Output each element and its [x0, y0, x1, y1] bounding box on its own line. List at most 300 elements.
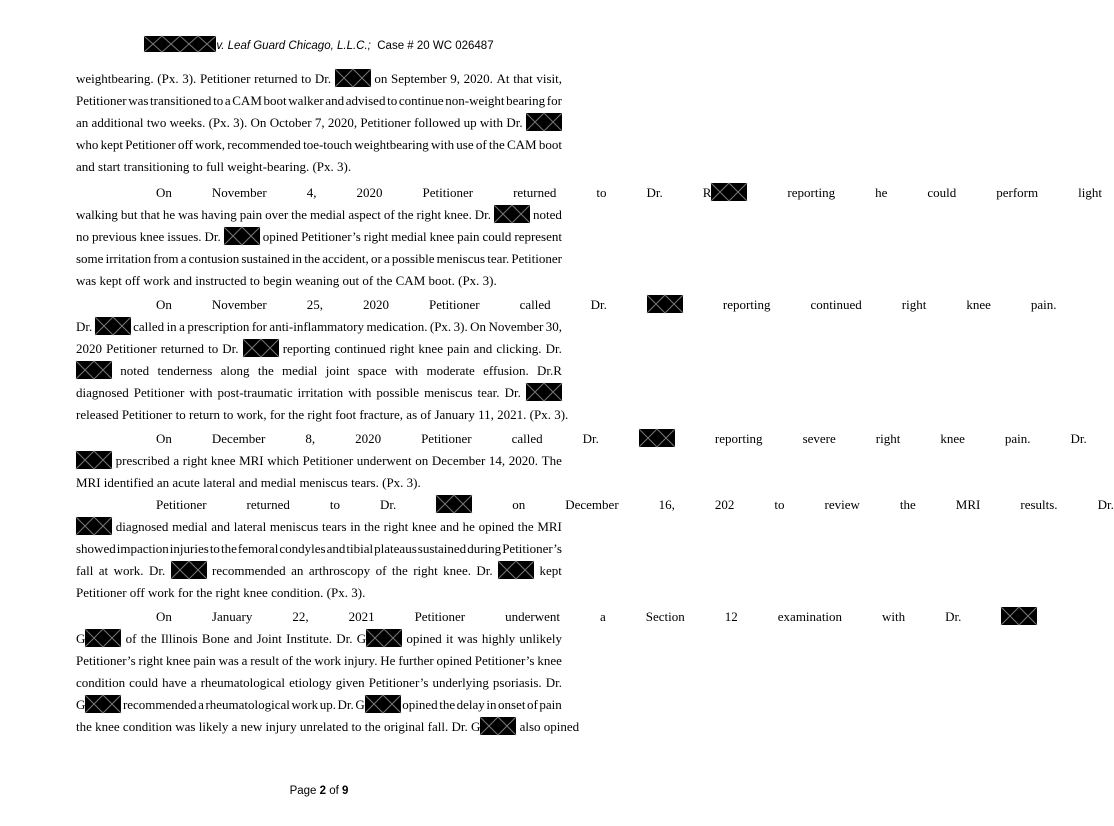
text-word: reporting: [714, 431, 763, 446]
text-word: returned: [513, 185, 557, 200]
text-word: examination: [777, 609, 843, 624]
text-word: no: [76, 229, 89, 244]
text-word: of: [282, 653, 293, 668]
text-word: followed: [414, 115, 461, 130]
text-word: to: [329, 497, 340, 512]
text-word: opined: [402, 697, 438, 712]
redaction-box: [711, 183, 747, 201]
text-word: possible: [376, 385, 420, 400]
text-word: in: [291, 251, 303, 266]
text-word: contusion: [188, 251, 240, 266]
text-word: having: [201, 207, 237, 222]
text-word: medial: [282, 363, 318, 378]
text-word: a: [600, 609, 606, 624]
text-word: aspect: [348, 207, 381, 222]
text-word: perform: [996, 185, 1039, 200]
text-word: Petitioner: [156, 497, 207, 512]
text-line: [76, 538, 562, 560]
text-word: Petitioner: [125, 137, 176, 152]
text-word: [76, 360, 112, 382]
text-word: At: [496, 71, 510, 86]
text-word: knee.: [443, 563, 471, 578]
text-word: opined: [406, 631, 442, 646]
text-word: recommended: [227, 137, 301, 152]
text-word: Dr.: [336, 631, 353, 646]
text-run: Petitioner off work for the right knee condition. (Px. 3).: [76, 585, 366, 600]
text-word: On: [250, 115, 267, 130]
redaction-box: [526, 383, 562, 401]
text-word: that: [140, 207, 160, 222]
text-word: opined: [478, 519, 515, 534]
text-word: the: [517, 519, 534, 534]
text-word: light: [1078, 185, 1102, 200]
text-word: sustained: [417, 541, 467, 556]
text-word: G: [76, 694, 121, 716]
text-word: was: [178, 207, 199, 222]
text-word: delay: [456, 697, 485, 712]
text-word: 2020.: [508, 453, 539, 468]
text-word: Dr.: [148, 563, 166, 578]
redaction-box: [76, 517, 112, 535]
text-word: irritation: [297, 385, 344, 400]
text-word: he: [875, 185, 888, 200]
text-word: of: [125, 631, 137, 646]
redaction-box: [1001, 607, 1037, 625]
text-word: tear.: [487, 251, 510, 266]
text-word: noted: [120, 363, 150, 378]
text-word: 3).: [453, 319, 468, 334]
text-word: 2020: [76, 341, 102, 356]
text-word: moderate: [426, 363, 475, 378]
page-total: 9: [342, 785, 349, 797]
text-word: he: [462, 519, 475, 534]
text-word: Dr.: [379, 497, 397, 512]
text-word: Petitioner: [422, 185, 474, 200]
text-word: knee: [940, 431, 965, 446]
text-word: reporting: [787, 185, 836, 200]
text-line: [76, 404, 569, 426]
text-word: reporting: [282, 341, 331, 356]
text-word: with: [348, 385, 372, 400]
redaction-box: [144, 36, 216, 52]
text-word: called: [133, 319, 165, 334]
text-line: [76, 606, 962, 628]
text-word: G: [357, 628, 402, 650]
page-footer: [0, 785, 638, 797]
text-word: Dr.: [545, 341, 562, 356]
redaction-box: [243, 339, 279, 357]
text-word: MRI: [955, 497, 981, 512]
text-word: weeks.: [169, 115, 206, 130]
case-title: v. Leaf Guard Chicago, L.L.C.;: [216, 40, 371, 52]
text-word: but: [120, 207, 138, 222]
page-of: of: [329, 785, 339, 797]
text-word: the: [488, 137, 505, 152]
text-word: clicking.: [496, 341, 542, 356]
text-run: MRI identified an acute lateral and medial meniscus tears. (Px. 3).: [76, 475, 421, 490]
text-word: On: [470, 319, 487, 334]
text-word: R: [663, 182, 748, 204]
text-word: with: [189, 385, 213, 400]
text-line: [76, 628, 562, 650]
redaction-box: [365, 695, 401, 713]
text-word: of: [475, 137, 487, 152]
text-word: was: [218, 653, 239, 668]
text-line: [76, 428, 1087, 450]
text-word: given: [335, 675, 365, 690]
text-word: could: [482, 229, 512, 244]
text-word: continue: [398, 93, 444, 108]
text-word: Dr.: [1097, 497, 1114, 512]
text-word: returned: [246, 497, 290, 512]
text-word: [335, 68, 371, 90]
text-word: up: [463, 115, 477, 130]
text-word: Petitioner’s: [502, 541, 562, 556]
text-word: anti-inflammatory: [269, 319, 365, 334]
text-word: with: [430, 137, 455, 152]
text-word: it: [445, 631, 454, 646]
text-word: to: [596, 185, 607, 200]
text-word: kept: [100, 137, 123, 152]
text-word: December: [211, 431, 266, 446]
text-word: pain: [239, 207, 263, 222]
text-word: for: [546, 93, 562, 108]
text-word: 14,: [488, 453, 506, 468]
text-word: psoriasis.: [492, 675, 542, 690]
redaction-box: [526, 113, 562, 131]
text-word: 12: [724, 609, 738, 624]
text-word: diagnosed: [76, 385, 129, 400]
text-word: right: [416, 207, 442, 222]
text-word: recommended: [212, 563, 286, 578]
text-word: knee: [537, 653, 562, 668]
text-word: boot: [263, 93, 287, 108]
text-word: meniscus: [269, 519, 319, 534]
text-word: to: [213, 93, 224, 108]
text-word: Petitioner’s: [76, 653, 136, 668]
text-run: and start transitioning to full weight-bearing. (Px. 3).: [76, 159, 352, 174]
text-line: [76, 694, 562, 716]
text-word: pain: [539, 697, 562, 712]
text-line: [76, 294, 1057, 316]
text-word: could: [129, 675, 159, 690]
text-word: a: [179, 319, 185, 334]
text-word: continued: [810, 297, 862, 312]
text-word: right: [413, 563, 438, 578]
text-word: November: [488, 319, 544, 334]
redaction-box: [639, 429, 675, 447]
text-word: etiology: [289, 675, 332, 690]
text-word: on: [415, 453, 429, 468]
text-word: November: [211, 297, 267, 312]
text-word: 202: [714, 497, 735, 512]
text-word: prescription: [187, 319, 250, 334]
text-word: tibial: [346, 541, 374, 556]
text-word: which: [267, 453, 300, 468]
text-word: weightbearing.: [76, 71, 154, 86]
text-line: [76, 204, 562, 226]
text-word: an: [291, 563, 304, 578]
text-word: (Px.: [208, 115, 230, 130]
text-word: represent: [514, 229, 562, 244]
text-word: Dr.: [545, 675, 562, 690]
text-word: a: [173, 453, 180, 468]
text-line: [76, 582, 562, 604]
text-word: condyles: [279, 541, 326, 556]
text-line: [76, 112, 562, 134]
text-word: fall: [76, 563, 94, 578]
text-word: kept: [539, 563, 562, 578]
text-word: and: [211, 519, 230, 534]
text-word: injury.: [343, 653, 378, 668]
text-line: [76, 560, 562, 582]
text-word: use: [456, 137, 474, 152]
text-word: Dr.: [337, 697, 354, 712]
text-word: 25,: [306, 297, 324, 312]
redaction-box: [95, 317, 131, 335]
text-word: rheumatological: [205, 697, 290, 712]
text-word: noted: [532, 207, 562, 222]
text-word: toe-touch: [303, 137, 353, 152]
text-word: further: [398, 653, 434, 668]
text-word: walking: [76, 207, 118, 222]
text-word: [526, 112, 562, 134]
text-line: [76, 134, 562, 156]
text-word: onset: [498, 697, 526, 712]
text-word: and: [440, 519, 459, 534]
text-word: off: [177, 137, 193, 152]
text-word: MRI: [537, 519, 562, 534]
text-word: and: [473, 341, 493, 356]
text-word: tear.: [477, 385, 500, 400]
text-word: the: [140, 631, 157, 646]
text-word: severe: [802, 431, 836, 446]
text-word: [961, 606, 1037, 628]
text-word: Dr.: [646, 185, 663, 200]
text-word: underwent: [356, 453, 412, 468]
redaction-box: [436, 495, 472, 513]
text-word: Dr.: [506, 115, 523, 130]
redaction-box: [171, 561, 207, 579]
text-word: was: [457, 631, 478, 646]
text-word: and: [233, 631, 253, 646]
text-word: irritation: [105, 251, 152, 266]
text-word: 2020: [363, 297, 390, 312]
text-word: On: [156, 185, 172, 200]
text-word: Illinois: [160, 631, 198, 646]
text-word: or: [370, 251, 382, 266]
text-word: medication.: [366, 319, 428, 334]
text-word: walker: [288, 93, 324, 108]
text-word: Petitioner: [360, 115, 411, 130]
text-word: G: [76, 628, 121, 650]
text-run: was kept off work and instructed to begin weaning out of the CAM boot. (Px. 3).: [76, 273, 497, 288]
text-word: space: [357, 363, 387, 378]
text-word: On: [156, 297, 172, 312]
text-word: right: [383, 519, 409, 534]
text-word: continued: [334, 341, 386, 356]
text-word: that: [513, 71, 533, 86]
text-line: [76, 182, 1102, 204]
text-word: the: [291, 207, 308, 222]
text-word: meniscus: [424, 385, 473, 400]
text-word: [526, 382, 562, 404]
text-word: Bone: [201, 631, 230, 646]
text-word: On: [156, 609, 172, 624]
text-word: from: [153, 251, 179, 266]
text-word: October: [269, 115, 312, 130]
text-word: December: [565, 497, 619, 512]
text-word: results.: [1020, 497, 1058, 512]
text-word: medial: [172, 519, 208, 534]
text-word: underwent: [505, 609, 560, 624]
text-word: additional: [91, 115, 144, 130]
text-word: returned: [254, 71, 298, 86]
text-line: [76, 494, 1114, 516]
text-line: [76, 156, 562, 178]
redaction-box: [85, 629, 121, 647]
text-word: in: [166, 319, 177, 334]
text-word: was: [128, 93, 149, 108]
redaction-box: [224, 227, 260, 245]
text-word: tears: [321, 519, 347, 534]
page-label: Page: [289, 785, 317, 797]
text-word: Dr.: [1070, 431, 1087, 446]
text-word: on: [512, 497, 526, 512]
text-word: pain.: [1004, 431, 1031, 446]
text-line: [76, 516, 562, 538]
text-word: the: [295, 653, 312, 668]
text-word: G: [355, 694, 400, 716]
text-word: Petitioner: [133, 385, 185, 400]
text-word: On: [156, 431, 172, 446]
text-word: issues.: [167, 229, 202, 244]
case-number: Case # 20 WC 026487: [377, 40, 494, 52]
redaction-box: [366, 629, 402, 647]
text-word: medial: [310, 207, 346, 222]
text-line: [76, 716, 580, 738]
text-word: November: [211, 185, 267, 200]
text-word: transitioned: [150, 93, 212, 108]
text-word: advised: [345, 93, 386, 108]
text-word: 4,: [306, 185, 317, 200]
text-word: tenderness: [157, 363, 213, 378]
text-word: work: [291, 697, 319, 712]
text-word: condition: [76, 675, 126, 690]
text-word: [498, 560, 534, 582]
text-word: Petitioner’s: [301, 229, 361, 244]
text-word: knee: [966, 297, 991, 312]
text-word: [607, 294, 683, 316]
redaction-box: [480, 717, 516, 735]
text-word: diagnosed: [115, 519, 169, 534]
text-word: to: [301, 71, 312, 86]
text-word: knee: [411, 519, 437, 534]
text-word: prescribed: [115, 453, 170, 468]
page-header: [0, 36, 638, 52]
text-word: to: [209, 541, 220, 556]
text-word: Dr.: [76, 319, 93, 334]
text-word: 16,: [658, 497, 675, 512]
text-word: called: [511, 431, 543, 446]
text-word: 2021: [348, 609, 375, 624]
text-word: opined: [262, 229, 299, 244]
text-word: for: [251, 319, 267, 334]
text-word: during: [467, 541, 502, 556]
text-word: unlikely: [519, 631, 562, 646]
text-word: previous: [91, 229, 137, 244]
page-current: 2: [319, 785, 327, 797]
text-line: [76, 226, 562, 248]
text-word: who: [76, 137, 99, 152]
text-word: work: [314, 653, 342, 668]
text-word: He: [380, 653, 396, 668]
text-line: [76, 650, 562, 672]
text-line: [76, 68, 562, 90]
text-word: effusion.: [483, 363, 529, 378]
text-word: [494, 204, 530, 226]
text-word: knee: [418, 341, 443, 356]
text-word: MRI: [239, 453, 264, 468]
text-word: a: [224, 93, 231, 108]
text-word: [95, 316, 131, 338]
text-word: underlying: [432, 675, 489, 690]
redaction-box: [498, 561, 534, 579]
text-word: knee: [139, 229, 165, 244]
text-line: [76, 382, 562, 404]
text-line: [76, 338, 562, 360]
text-word: the: [439, 697, 456, 712]
text-word: CAM: [232, 93, 262, 108]
text-word: Section: [645, 609, 685, 624]
text-word: September: [391, 71, 447, 86]
text-word: the: [304, 251, 321, 266]
text-word: Petitioner: [511, 251, 562, 266]
text-word: 3).: [182, 71, 197, 86]
text-word: post-traumatic: [217, 385, 293, 400]
text-word: arthroscopy: [308, 563, 371, 578]
text-word: pain: [193, 653, 216, 668]
text-line: [76, 450, 562, 472]
text-word: called: [519, 297, 551, 312]
text-word: the: [364, 519, 380, 534]
text-word: knee: [210, 453, 236, 468]
text-word: Dr.: [222, 341, 239, 356]
text-word: work.: [113, 563, 144, 578]
text-word: [599, 428, 675, 450]
text-word: right: [182, 453, 208, 468]
text-word: impaction: [116, 541, 169, 556]
text-word: January: [211, 609, 253, 624]
text-word: the: [220, 541, 237, 556]
text-word: [76, 516, 112, 538]
text-word: lateral: [233, 519, 267, 534]
text-word: showed: [76, 541, 116, 556]
text-word: 8,: [305, 431, 316, 446]
text-word: [243, 338, 279, 360]
text-word: Institute.: [286, 631, 332, 646]
text-word: femoral: [237, 541, 279, 556]
text-word: reporting: [722, 297, 771, 312]
text-word: Petitioner: [302, 453, 354, 468]
text-word: up.: [319, 697, 336, 712]
text-word: pain: [447, 341, 470, 356]
text-word: Petitioner: [106, 341, 157, 356]
text-word: medial: [391, 229, 427, 244]
text-word: Petitioner: [199, 71, 251, 86]
text-word: some: [76, 251, 104, 266]
text-word: possible: [391, 251, 435, 266]
